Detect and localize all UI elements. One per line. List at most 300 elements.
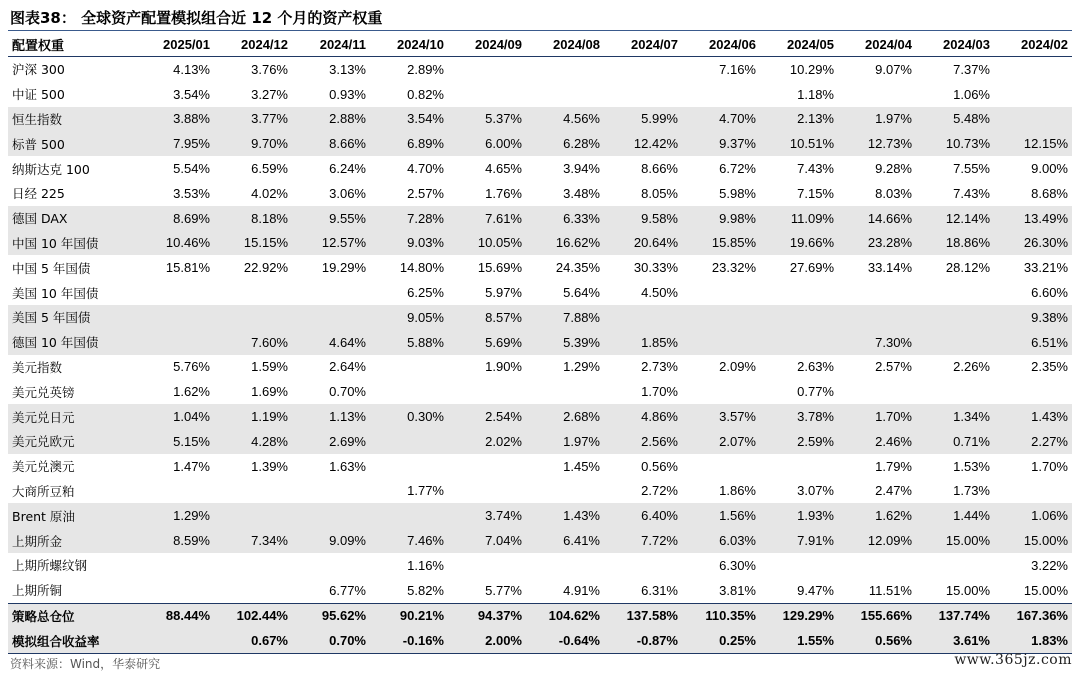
table-cell [682,280,760,305]
table-cell: 104.62% [526,603,604,628]
row-label: 美国 5 年国债 [8,305,136,330]
table-cell [604,82,682,107]
table-cell: 6.89% [370,131,448,156]
table-cell: 8.03% [875,185,912,201]
table-cell: 0.70% [329,384,366,400]
table-cell: 1.06% [953,86,990,102]
row-label: Brent 原油 [8,503,136,528]
table-cell: 2.35% [1031,359,1068,375]
table-cell: 9.38% [994,305,1072,330]
table-cell: 10.05% [448,231,526,256]
table-cell: 94.37% [448,603,526,628]
table-cell: 6.24% [329,161,366,177]
table-cell [448,57,526,82]
table-cell: 27.69% [789,260,834,276]
table-cell: 6.40% [604,503,682,528]
column-header: 2024/05 [760,32,838,57]
table-cell: 0.93% [329,86,366,102]
table-cell: 15.00% [994,528,1072,553]
table-cell: -0.87% [604,628,682,653]
row-label: 美国 10 年国债 [12,285,99,301]
table-cell: 7.46% [370,528,448,553]
table-cell: 15.00% [1023,582,1068,598]
table-cell: 2.64% [329,359,366,375]
table-cell: 22.92% [243,260,288,276]
table-cell [448,82,526,107]
row-label: 上期所螺纹钢 [12,558,88,574]
table-row [8,479,1072,504]
table-cell: 8.18% [214,206,292,231]
column-header: 2024/10 [370,32,448,57]
row-label: 策略总仓位 [8,603,136,628]
row-label: 美元指数 [12,359,63,375]
table-cell: 1.86% [719,483,756,499]
table-cell [136,305,214,330]
table-cell: 11.51% [868,582,912,598]
table-header-row [8,32,1072,57]
column-header: 2024/09 [448,32,526,57]
table-cell: 6.72% [719,161,756,177]
row-label: 美元兑澳元 [12,459,75,475]
table-row [8,255,1072,280]
table-cell: 137.74% [916,603,994,628]
row-label: 大商所豆粕 [12,483,75,499]
table-cell: 9.05% [370,305,448,330]
table-cell: 8.66% [292,131,370,156]
column-header: 2024/02 [994,32,1072,57]
table-cell [994,82,1072,107]
table-cell [994,479,1072,504]
table-row [8,528,1072,553]
table-cell: 2.26% [953,359,990,375]
table-cell: 3.74% [448,503,526,528]
table-cell [916,330,994,355]
table-cell: 1.70% [838,404,916,429]
table-cell [760,305,838,330]
table-cell [136,330,214,355]
table-cell: 1.47% [173,458,210,474]
table-cell: 3.78% [760,404,838,429]
table-cell: 8.57% [448,305,526,330]
table-cell [604,57,682,82]
table-body [8,57,1072,654]
source-note: 资料来源：Wind，华泰研究 [10,657,161,671]
table-cell: 7.95% [136,131,214,156]
table-cell: 2.68% [526,404,604,429]
table-cell: 12.73% [838,131,916,156]
table-cell: 3.76% [251,61,288,77]
column-header: 2024/06 [682,32,760,57]
table-cell: 1.06% [994,503,1072,528]
table-cell: 1.43% [526,503,604,528]
table-cell: 1.59% [251,359,288,375]
table-cell: 15.00% [916,528,994,553]
table-cell: 3.06% [329,185,366,201]
table-cell: 11.09% [760,206,838,231]
table-cell: 1.79% [875,458,912,474]
table-cell [370,503,448,528]
table-cell [370,429,448,454]
table-cell: 8.05% [641,185,678,201]
table-cell: 5.82% [407,582,444,598]
table-cell: 90.21% [370,603,448,628]
table-cell [448,454,526,479]
table-cell: 2.59% [760,429,838,454]
table-cell: 4.56% [526,107,604,132]
table-cell: 13.49% [994,206,1072,231]
table-cell: 7.15% [797,185,834,201]
table-cell [916,379,994,404]
table-row [8,231,1072,256]
table-cell [370,355,448,380]
table-row [8,131,1072,156]
table-cell: 1.39% [251,458,288,474]
table-cell: 3.07% [797,483,834,499]
table-cell: 3.53% [173,185,210,201]
table-cell: 9.47% [797,582,834,598]
table-cell [370,454,448,479]
table-cell: 6.60% [1031,285,1068,301]
table-cell [214,578,292,603]
table-cell: 4.70% [407,161,444,177]
table-cell: 6.41% [526,528,604,553]
table-cell: 12.14% [916,206,994,231]
table-cell: 1.73% [953,483,990,499]
table-cell: 6.03% [682,528,760,553]
table-cell [526,479,604,504]
table-row [8,280,1072,305]
table-cell: 7.60% [214,330,292,355]
table-cell: 12.42% [604,131,682,156]
table-cell: 15.81% [165,260,210,276]
table-cell: 1.19% [214,404,292,429]
table-cell: 8.59% [136,528,214,553]
table-row [8,181,1072,206]
table-cell: 2.27% [994,429,1072,454]
table-cell: 1.43% [994,404,1072,429]
table-cell [136,553,214,578]
table-cell: 7.88% [526,305,604,330]
table-cell: 3.27% [251,86,288,102]
row-label: 标普 500 [8,131,136,156]
table-row [8,578,1072,603]
table-cell: 1.70% [641,384,678,400]
table-row [8,82,1072,107]
table-cell: 1.44% [916,503,994,528]
table-cell [682,379,760,404]
table-cell: 5.88% [370,330,448,355]
table-cell: 3.48% [563,185,600,201]
table-cell: 2.47% [875,483,912,499]
table-cell [916,305,994,330]
table-cell: 1.77% [407,483,444,499]
table-cell: 2.57% [407,185,444,201]
table-row [8,379,1072,404]
table-cell: 1.63% [329,458,366,474]
table-cell: 5.15% [136,429,214,454]
table-cell: 23.32% [711,260,756,276]
table-cell: 33.21% [1023,260,1068,276]
table-cell: 6.00% [448,131,526,156]
table-cell: 10.51% [760,131,838,156]
table-cell: 5.69% [448,330,526,355]
table-cell: 2.13% [760,107,838,132]
table-cell [136,479,214,504]
table-cell [916,280,994,305]
table-cell [994,379,1072,404]
table-cell: 2.54% [448,404,526,429]
row-label: 上期所金 [8,528,136,553]
table-cell [838,82,916,107]
table-cell [136,578,214,603]
table-cell: 2.00% [448,628,526,653]
table-cell: 7.30% [838,330,916,355]
table-cell [292,553,370,578]
table-cell [214,503,292,528]
table-cell: 6.28% [526,131,604,156]
table-cell: 3.81% [719,582,756,598]
table-cell: 10.29% [789,61,834,77]
table-cell [214,553,292,578]
table-cell: 5.98% [719,185,756,201]
table-cell: 15.69% [477,260,522,276]
table-cell: 9.37% [682,131,760,156]
row-label: 中国 5 年国债 [12,260,91,276]
table-cell: 3.94% [563,161,600,177]
table-cell: 23.28% [838,231,916,256]
row-label: 德国 10 年国债 [8,330,136,355]
column-header: 2024/03 [916,32,994,57]
table-cell [370,379,448,404]
table-cell: 4.91% [563,582,600,598]
table-cell: 0.71% [916,429,994,454]
table-cell: 7.72% [604,528,682,553]
row-label: 上期所铜 [12,583,63,599]
table-cell: 1.29% [136,503,214,528]
table-cell: 16.62% [526,231,604,256]
table-cell [994,57,1072,82]
table-cell: 3.22% [1031,557,1068,573]
table-cell: -0.16% [370,628,448,653]
table-row [8,206,1072,231]
table-cell [838,280,916,305]
header-label: 配置权重 [8,32,136,57]
table-cell [760,454,838,479]
table-cell: 28.12% [945,260,990,276]
table-row [8,305,1072,330]
table-cell: 2.63% [797,359,834,375]
table-row [8,553,1072,578]
table-cell: 2.57% [875,359,912,375]
table-cell: 18.86% [916,231,994,256]
table-cell: 6.51% [994,330,1072,355]
table-cell [292,479,370,504]
row-label: 美元兑欧元 [8,429,136,454]
table-row [8,429,1072,454]
table-cell: 155.66% [838,603,916,628]
table-cell [916,553,994,578]
table-cell: 9.03% [370,231,448,256]
table-cell: 88.44% [136,603,214,628]
table-cell: 1.62% [173,384,210,400]
table-cell [292,280,370,305]
table-cell: 1.16% [407,557,444,573]
table-cell: 6.59% [251,161,288,177]
table-cell [526,553,604,578]
table-cell [838,379,916,404]
table-cell: 9.07% [875,61,912,77]
row-label: 模拟组合收益率 [8,628,136,653]
table-cell: 5.48% [916,107,994,132]
table-cell: 3.61% [916,628,994,653]
table-cell: 2.07% [682,429,760,454]
table-cell: 1.93% [760,503,838,528]
table-cell: 9.55% [292,206,370,231]
table-row [8,355,1072,380]
table-cell: 137.58% [604,603,682,628]
table-cell: 9.00% [1031,161,1068,177]
table-row [8,454,1072,479]
table-cell: 7.16% [719,61,756,77]
table-cell [292,305,370,330]
table-cell: 5.99% [604,107,682,132]
table-cell: 6.30% [719,557,756,573]
table-cell [448,379,526,404]
table-cell: 9.70% [214,131,292,156]
table-cell: 1.55% [760,628,838,653]
table-cell: 9.28% [875,161,912,177]
table-cell: 1.34% [916,404,994,429]
table-cell: 7.28% [370,206,448,231]
table-cell: 3.13% [329,61,366,77]
table-cell [136,628,214,653]
table-cell [994,107,1072,132]
table-cell: 1.56% [682,503,760,528]
table-cell: 2.89% [407,61,444,77]
table-cell: 12.15% [994,131,1072,156]
table-cell: 5.64% [563,285,600,301]
table-cell: 7.43% [797,161,834,177]
table-cell: 33.14% [867,260,912,276]
table-cell: 5.37% [448,107,526,132]
table-cell [292,503,370,528]
table-cell: 12.57% [292,231,370,256]
table-cell: 5.77% [485,582,522,598]
table-cell: 4.50% [641,285,678,301]
table-cell: 7.61% [448,206,526,231]
table-cell: 1.83% [994,628,1072,653]
table-cell: 4.86% [604,404,682,429]
table-cell: 1.76% [485,185,522,201]
table-cell: 12.09% [838,528,916,553]
table-cell: 1.62% [838,503,916,528]
table-row [8,503,1072,528]
table-cell: 0.67% [214,628,292,653]
table-cell: 7.34% [214,528,292,553]
table-cell [604,553,682,578]
table-cell: 8.66% [641,161,678,177]
table-cell: 1.13% [292,404,370,429]
table-cell: -0.64% [526,628,604,653]
table-cell: 24.35% [555,260,600,276]
table-cell: 4.65% [485,161,522,177]
column-header: 2024/07 [604,32,682,57]
row-label: 中证 500 [12,87,65,103]
figure-title: 图表38： 全球资产配置模拟组合近 12 个月的资产权重 [10,9,383,27]
table-cell: 2.46% [838,429,916,454]
table-cell: 19.66% [760,231,838,256]
table-cell [682,330,760,355]
table-cell: 1.04% [136,404,214,429]
table-cell [214,479,292,504]
row-label: 美元兑日元 [8,404,136,429]
table-cell: 3.57% [682,404,760,429]
table-cell: 5.39% [526,330,604,355]
table-cell [682,454,760,479]
table-cell: 1.69% [251,384,288,400]
row-label: 中国 10 年国债 [8,231,136,256]
table-cell: 7.04% [448,528,526,553]
table-cell [682,82,760,107]
table-cell [838,553,916,578]
table-cell [682,305,760,330]
table-cell [760,330,838,355]
table-row [8,107,1072,132]
table-cell: 1.90% [485,359,522,375]
table-cell: 0.30% [370,404,448,429]
table-cell: 4.13% [173,61,210,77]
table-cell: 6.33% [526,206,604,231]
column-header: 2025/01 [136,32,214,57]
table-cell: 7.55% [953,161,990,177]
row-label: 恒生指数 [8,107,136,132]
table-cell: 3.54% [173,86,210,102]
table-cell: 6.31% [641,582,678,598]
table-cell: 1.70% [1031,458,1068,474]
table-cell [448,553,526,578]
table-cell: 1.45% [563,458,600,474]
column-header: 2024/11 [292,32,370,57]
row-label: 纳斯达克 100 [12,161,90,177]
table-cell: 1.29% [563,359,600,375]
column-header: 2024/04 [838,32,916,57]
table-cell: 10.46% [136,231,214,256]
table-cell: 20.64% [604,231,682,256]
table-cell: 5.76% [173,359,210,375]
table-cell: 1.85% [604,330,682,355]
table-cell: 3.54% [370,107,448,132]
table-cell: 14.66% [838,206,916,231]
table-cell: 9.09% [292,528,370,553]
table-row [8,404,1072,429]
table-cell: 15.15% [214,231,292,256]
table-cell: 7.91% [760,528,838,553]
table-cell: 10.73% [916,131,994,156]
watermark: www.365jz.com [954,652,1072,668]
row-label: 日经 225 [12,186,65,202]
table-cell: 4.02% [251,185,288,201]
table-cell: 129.29% [760,603,838,628]
table-row [8,628,1072,653]
table-cell [136,280,214,305]
table-cell: 26.30% [994,231,1072,256]
table-cell: 19.29% [321,260,366,276]
table-cell [838,305,916,330]
table-cell: 4.28% [214,429,292,454]
table-cell: 0.77% [797,384,834,400]
row-label: 德国 DAX [8,206,136,231]
table-cell: 4.70% [682,107,760,132]
